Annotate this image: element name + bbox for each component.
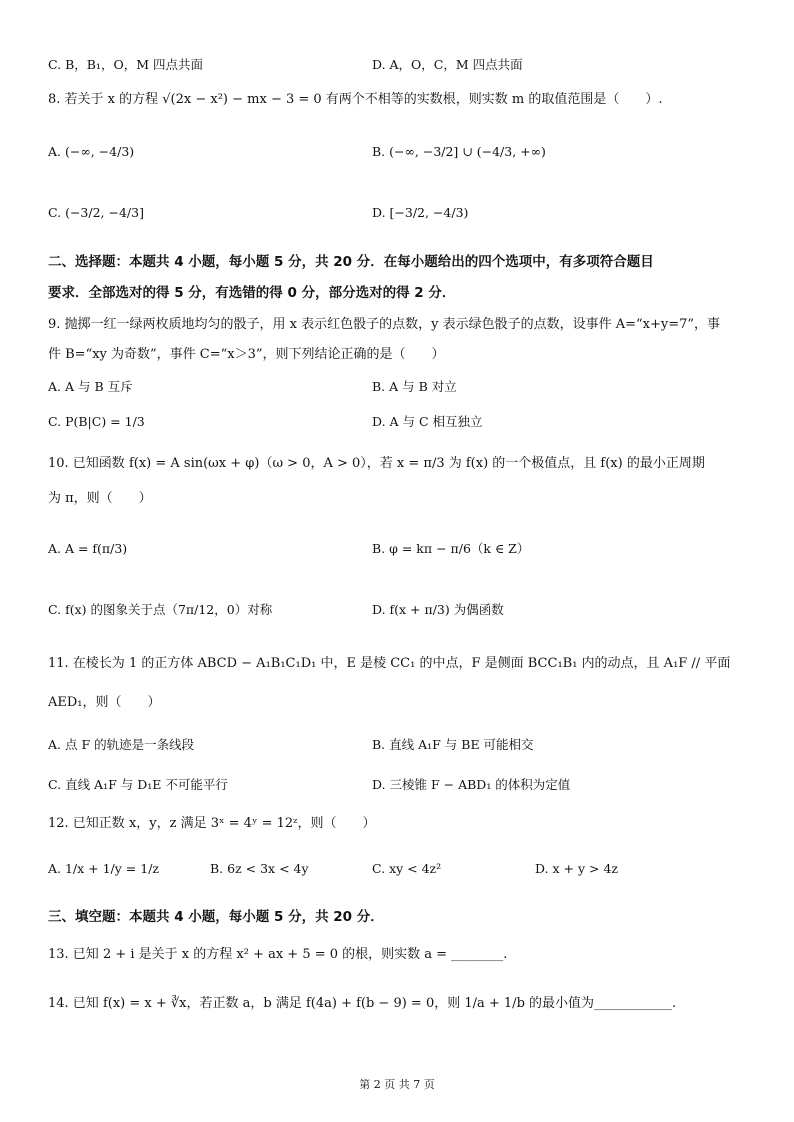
- q12-option-a: A. 1/x + 1/y = 1/z: [48, 861, 160, 876]
- q8-option-d: D. [−3/2, −4/3): [372, 205, 469, 220]
- q13-stem: 13. 已知 2 + i 是关于 x 的方程 x² + ax + 5 = 0 的根，则实数 a = ________.: [48, 947, 508, 962]
- option-c-row0: C. B，B₁，O，M 四点共面: [48, 57, 203, 72]
- section3-heading: 三、填空题：本题共 4 小题，每小题 5 分，共 20 分．: [48, 909, 384, 925]
- q10-option-a: A. A = f(π/3): [48, 541, 128, 556]
- q12-option-c: C. xy < 4z²: [372, 861, 442, 876]
- q8-option-a: A. (−∞, −4/3): [48, 144, 135, 159]
- q10-option-b: B. φ = kπ − π/6（k ∈ Z）: [372, 541, 530, 556]
- q9-option-c: C. P(B|C) = 1/3: [48, 414, 145, 429]
- section2-heading: 二、选择题：本题共 4 小题，每小题 5 分，共 20 分．在每小题给出的四个选项中，有多项符合题目: [48, 254, 654, 270]
- section2-heading-cont: 要求．全部选对的得 5 分，有选错的得 0 分，部分选对的得 2 分．: [48, 285, 456, 301]
- q11-stem-cont: AED₁，则（ ）: [48, 695, 161, 710]
- q9-option-b: B. A 与 B 对立: [372, 379, 457, 394]
- q8-option-c: C. (−3/2, −4/3]: [48, 205, 144, 220]
- q10-option-c: C. f(x) 的图象关于点（7π/12，0）对称: [48, 602, 273, 617]
- q10-stem-cont: 为 π，则（ ）: [48, 491, 152, 506]
- q11-stem: 11. 在棱长为 1 的正方体 ABCD − A₁B₁C₁D₁ 中，E 是棱 CC₁ 的中点，F 是侧面 BCC₁B₁ 内的动点，且 A₁F // 平面: [48, 656, 731, 671]
- q12-option-b: B. 6z < 3x < 4y: [210, 861, 309, 876]
- page-footer: 第 2 页 共 7 页: [359, 1078, 435, 1091]
- q10-option-d: D. f(x + π/3) 为偶函数: [372, 602, 504, 617]
- q14-stem: 14. 已知 f(x) = x + ∛x，若正数 a，b 满足 f(4a) + f(b − 9) = 0，则 1/a + 1/b 的最小值为____________.: [48, 996, 677, 1011]
- q9-stem-cont: 件 B=“xy 为奇数”，事件 C=“x＞3”，则下列结论正确的是（ ）: [48, 347, 445, 362]
- q11-option-a: A. 点 F 的轨迹是一条线段: [48, 737, 195, 752]
- q10-stem: 10. 已知函数 f(x) = A sin(ωx + φ)（ω > 0，A > 0），若 x = π/3 为 f(x) 的一个极值点，且 f(x) 的最小正周期: [48, 456, 705, 471]
- q8-stem: 8. 若关于 x 的方程 √(2x − x²) − mx − 3 = 0 有两个不相等的实数根，则实数 m 的取值范围是（ ）.: [48, 92, 663, 107]
- q9-option-a: A. A 与 B 互斥: [48, 379, 133, 394]
- q11-option-b: B. 直线 A₁F 与 BE 可能相交: [372, 737, 534, 752]
- q12-stem: 12. 已知正数 x，y，z 满足 3ˣ = 4ʸ = 12ᶻ，则（ ）: [48, 816, 376, 831]
- q11-option-d: D. 三棱锥 F − ABD₁ 的体积为定值: [372, 777, 571, 792]
- q9-stem: 9. 抛掷一红一绿两枚质地均匀的骰子，用 x 表示红色骰子的点数，y 表示绿色骰子的点数，设事件 A=“x+y=7”，事: [48, 317, 721, 332]
- q12-option-d: D. x + y > 4z: [535, 861, 619, 876]
- q9-option-d: D. A 与 C 相互独立: [372, 414, 483, 429]
- q11-option-c: C. 直线 A₁F 与 D₁E 不可能平行: [48, 777, 228, 792]
- option-d-row0: D. A，O，C，M 四点共面: [372, 57, 523, 72]
- q8-option-b: B. (−∞, −3/2] ∪ (−4/3, +∞): [372, 144, 546, 159]
